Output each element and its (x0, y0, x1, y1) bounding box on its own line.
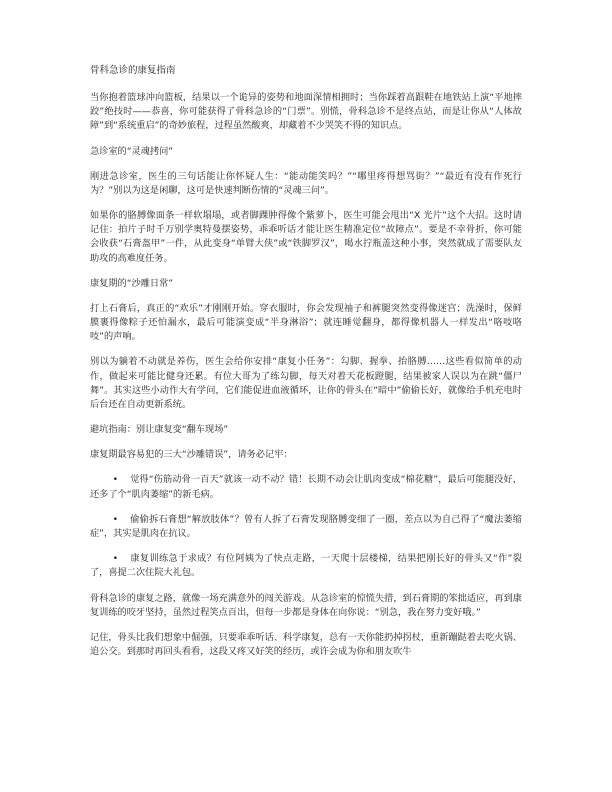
section1-paragraph-1: 刚进急诊室，医生的三句话能让你怀疑人生：“能动能笑吗？”“哪里疼得想骂街？”“最近有没有作死行为？”别以为这是闲聊，这可是快速判断伤情的“灵魂三问”。 (90, 170, 522, 196)
section3-lead: 康复期最容易犯的三大“沙雕错误”，请务必记牢： (90, 449, 293, 461)
list-item (90, 513, 522, 541)
bullet-dot-icon: • (112, 553, 118, 565)
section3-heading: 避坑指南：别让康复变“翻车现场” (90, 424, 229, 436)
list-item-text: 偷偷拆石膏想“解放肢体”？曾有人拆了石膏发现胳膊变细了一圈，差点以为自己得了“魔法萎缩症”，其实是肌肉在抗议。 (90, 513, 522, 540)
list-item-text: 康复训练急于求成？有位阿姨为了快点走路，一天爬十层楼梯，结果把刚长好的骨头又“作”裂了，喜提二次住院大礼包。 (90, 553, 522, 579)
closing-paragraph-1: 骨科急诊的康复之路，就像一场充满意外的闯关游戏。从急诊室的惊慌失措，到石膏期的笨拙适应，再到康复训练的咬牙坚持，虽然过程笑点百出，但每一步都是身体在向你说：“别急，我在努力变好哦。” (90, 592, 522, 618)
section2-paragraph-2: 别以为躺着不动就是养伤，医生会给你安排“康复小任务”：勾脚、握拳、抬胳膊……这些看似简单的动作，做起来可能比健身还累。有位大哥为了练勾脚，每天对着天花板蹬腿，结果被家人误以为在跳“僵尸舞”。其实这些小动作大有学问，它们能促进血液循环，让你的骨头在“暗中”偷偷长好，就像给手机充电时后台还在自动更新系统。 (90, 356, 522, 411)
list-item (90, 552, 522, 580)
closing-paragraph-2: 记住，骨头比我们想象中倔强，只要乖乖听话、科学康复，总有一天你能扔掉拐杖，重新蹦跶着去吃火锅、追公交。到那时再回头看看，这段又疼又好笑的经历，或许会成为你和朋友吹牛 (90, 632, 522, 658)
intro-paragraph: 当你抱着篮球冲向篮板，结果以一个诡异的姿势和地面深情相拥时；当你踩着高跟鞋在地铁站上演“平地摔跤”绝技时——恭喜，你可能获得了骨科急诊的“门票”。别慌，骨科急诊不是终点站，而是让你从“人体故障”到“系统重启”的奇妙旅程，过程虽然酸爽，却藏着不少哭笑不得的知识点。 (90, 92, 522, 132)
list-item (90, 473, 522, 501)
section2-paragraph-1: 打上石膏后，真正的“欢乐”才刚刚开始。穿衣服时，你会发现袖子和裤腿突然变得像迷宫；洗澡时，保鲜膜裹得像粽子还怕漏水，最后可能演变成“半身淋浴”；就连睡觉翻身，都得像机器人一样发出“咯吱咯吱”的声响。 (90, 302, 522, 343)
list-item-text: 觉得“伤筋动骨一百天”就该一动不动？错！长期不动会让肌肉变成“棉花糖”，最后可能腿没好，还多了个“肌肉萎缩”的新毛病。 (90, 474, 522, 500)
document-title: 骨科急诊的康复指南 (90, 65, 176, 76)
bullet-dot-icon: • (112, 513, 118, 525)
section1-heading: 急诊室的“灵魂拷问” (90, 145, 174, 157)
bullet-dot-icon: • (112, 474, 118, 486)
section1-paragraph-2: 如果你的胳膊像面条一样软塌塌，或者脚踝肿得像个紫萝卜，医生可能会甩出“X 光片”这个大招。这时请记住：拍片子时千万别学奥特曼摆姿势，乖乖听话才能让医生精准定位“故障点”。要是不幸骨折，你可能会收获“石膏盔甲”一件，从此变身“单臂大侠”或“铁脚罗汉”，喝水拧瓶盖这种小事，突然就成了需要队友助攻的高难度任务。 (90, 210, 522, 264)
section2-heading: 康复期的“沙雕日常” (90, 277, 174, 289)
